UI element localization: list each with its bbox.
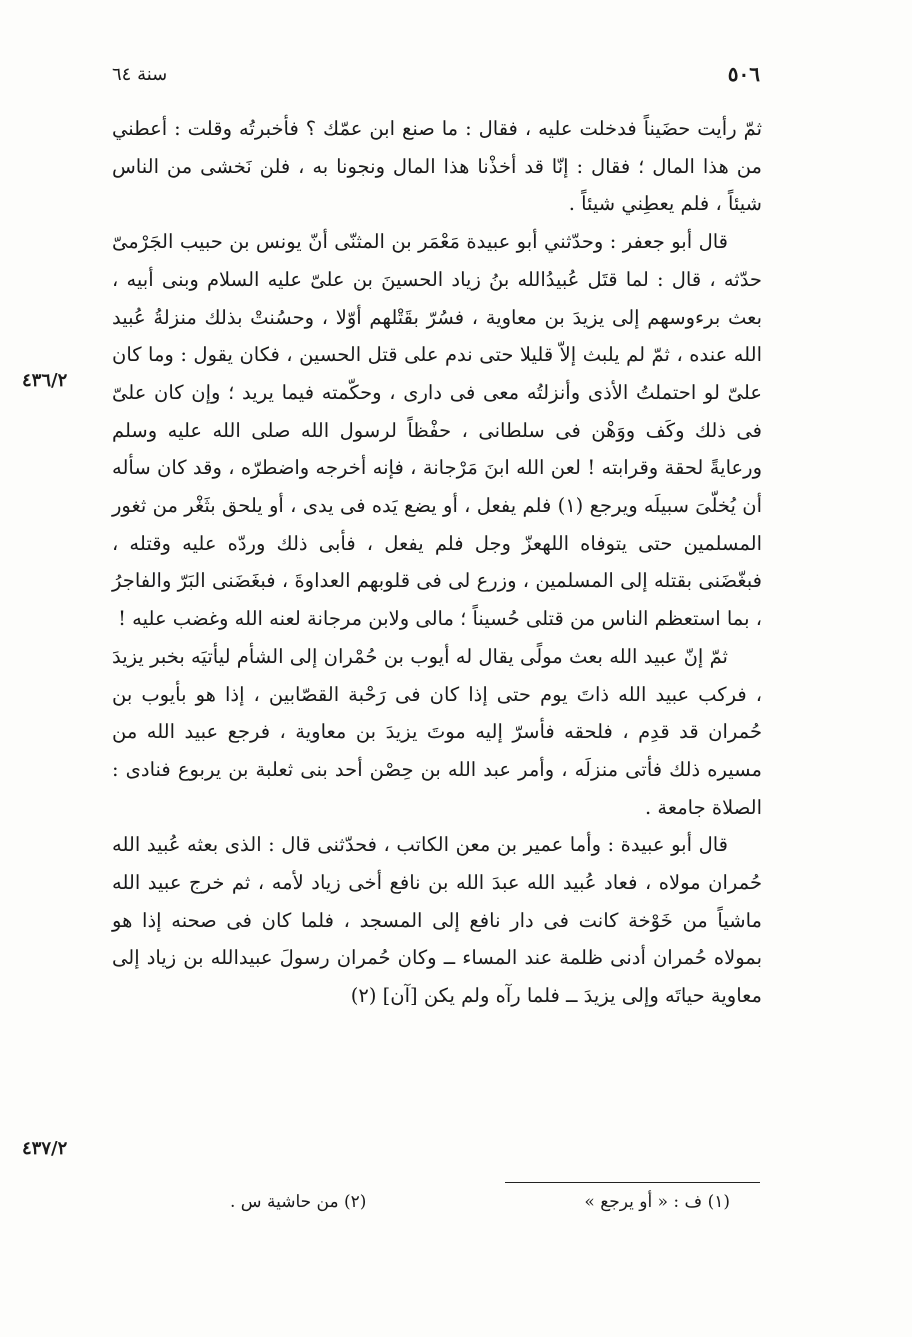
margin-marker: ٤٣٦/٢ bbox=[22, 370, 68, 391]
margin-marker: ٤٣٧/٢ bbox=[22, 1138, 68, 1159]
year-label: سنة ٦٤ bbox=[112, 64, 168, 85]
paragraph: قال أبو جعفر : وحدّثني أبو عبيدة مَعْمَر بن المثنّى أنّ يونس بن حبيب الجَرْمىّ حدّثه ، قال : لما قتَل عُبيدُالله بنُ زياد الحسينَ بن علىّ عليه السلام وبنى أبيه ، بعث برءوسهم إلى يزيدَ بن معاوية ، فسُرّ بقَتْلهم أوّلا ، وحسُنتْ بذلك منزلةُ عُبيد الله عنده ، ثمّ لم يلبث إلاّ قليلا حتى ندم على قتل الحسين ، فكان يقول : وما كان علىّ لو احتملتُ الأذى وأنزلتُه معى فى دارى ، وحكّمته فيما يريد ؛ وإن كان علىّ فى ذلك وكَف ووَهْن فى سلطانى ، حفْظاً لرسول الله صلى الله عليه وسلم ورعايةً لحقة وقرابته ! لعن الله ابنَ مَرْجانة ، فإنه أخرجه واضطرّه ، وقد كان سأله أن يُخلّىَ سبيلَه ويرجع (١) فلم يفعل ، أو يضع يَده فى يدى ، أو يلحق بثَغْر من ثغور المسلمين حتى يتوفاه اللهعزّ وجل فلم يفعل ، فأبى ذلك وردّه عليه وقتله ، فبغّضَنى بقتله إلى المسلمين ، وزرع لى فى قلوبهم العداوةَ ، فبغَضَنى البَرّ والفاجرُ ، بما استعظم الناس من قتلى حُسيناً ؛ مالى ولابن مرجانة لعنه الله وغضب عليه ! bbox=[112, 230, 762, 631]
paragraph: قال أبو عبيدة : وأما عمير بن معن الكاتب ، فحدّثنى قال : الذى بعثه عُبيد الله حُمران مولاه ، فعاد عُبيد الله عبدَ الله بن نافع أخى زياد لأمه ، ثم خرج عبيد الله ماشياً من خَوْخة كانت فى دار نافع إلى المسجد ، فلما كان فى صحنه إذا هو بمولاه حُمران أدنى ظلمة عند المساء ــ وكان حُمران رسولَ عبيدالله بن زياد إلى معاوية حياتَه وإلى يزيدَ ــ فلما رآه ولم يكن [آن] (٢) bbox=[112, 833, 762, 1008]
footnote-divider bbox=[505, 1182, 760, 1183]
body-text bbox=[112, 110, 762, 1015]
footnotes bbox=[230, 1192, 730, 1222]
footnote: (٢) من حاشية س . bbox=[230, 1192, 367, 1212]
paragraph: ثمّ إنّ عبيد الله بعث مولًى يقال له أيوب بن حُمْران إلى الشأم ليأتيَه بخبر يزيدَ ، فركب عبيد الله ذاتَ يوم حتى إذا كان فى رَحْبة القصّابين ، إذا هو بأيوب بن حُمران قد قدِم ، فلحقه فأسرّ إليه موتَ يزيدَ بن معاوية ، فرجع عبيد الله من مسيره ذلك فأتى منزلَه ، وأمر عبد الله بن حِصْن أحد بنى ثعلبة بن يربوع فنادى : الصلاة جامعة . bbox=[112, 644, 762, 819]
paragraph: ثمّ رأيت حضَيناً فدخلت عليه ، فقال : ما صنع ابن عمّك ؟ فأخبرتُه وقلت : أعطني من هذا المال ؛ فقال : إنّا قد أخذْنا هذا المال ونجونا به ، فلن نَخشى من الناس شيئاً ، فلم يعطِني شيئاً . bbox=[112, 117, 762, 216]
page-number: ٥٠٦ bbox=[727, 62, 760, 86]
footnote: (١) ف : « أو يرجع » bbox=[584, 1192, 730, 1212]
page-header bbox=[112, 62, 760, 92]
